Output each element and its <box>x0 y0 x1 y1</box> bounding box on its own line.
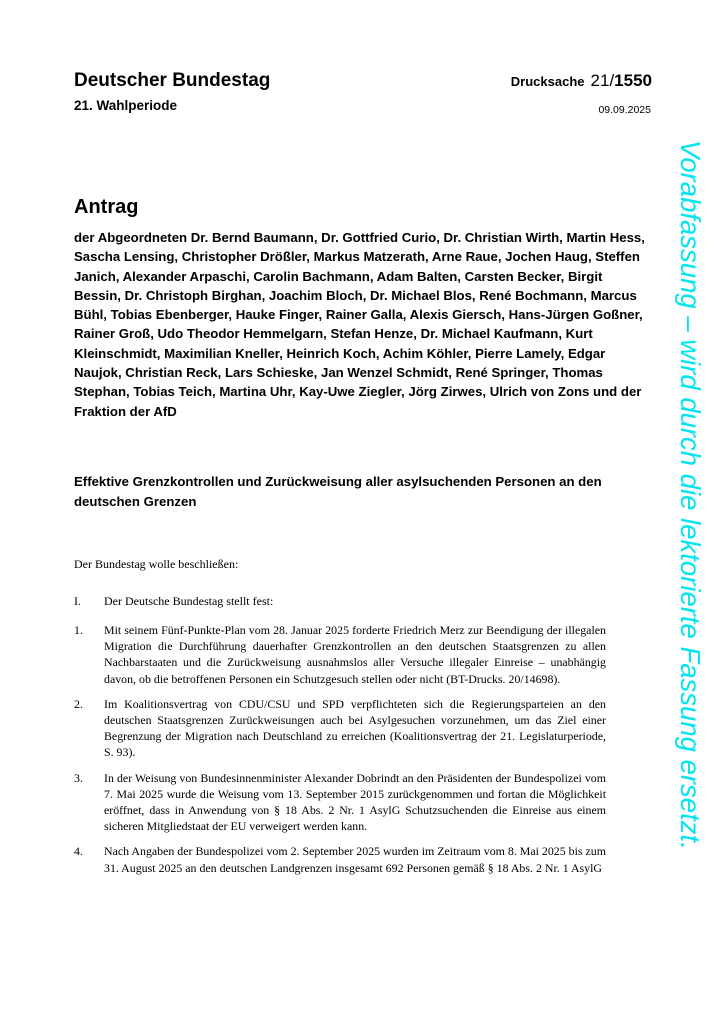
item-text: Mit seinem Fünf-Punkte-Plan vom 28. Januar 2025 forderte Friedrich Merz zur Beendigung der illegalen Migration die Durchführung dauerhafter Grenzkontrollen an den deutschen Staatsgrenzen zu allen Nachbarstaaten und die Zurückweisung ausnahmslos aller Versuche illegaler Einreise – unabhängig davon, ob die betroffenen Personen ein Schutzgesuch stellen oder nicht (BT-Drucks. 20/14698). <box>104 623 606 686</box>
item-number: 1. <box>74 623 83 637</box>
list-item <box>74 622 606 687</box>
document-number <box>511 71 652 91</box>
institution-title: Deutscher Bundestag <box>74 70 271 91</box>
legislative-period: 21. Wahlperiode <box>74 98 178 113</box>
document-number-prefix: 21 <box>590 71 610 90</box>
section-number: I. <box>74 594 81 608</box>
document-number-separator: / <box>609 71 615 90</box>
resolution-intro: Der Bundestag wolle beschließen: <box>74 557 239 571</box>
item-number: 3. <box>74 770 83 785</box>
item-text: Im Koalitionsvertrag von CDU/CSU und SPD verpflichteten sich die Regierungsparteien an den deutschen Staatsgrenzen Zurückweisungen auch bei Asylgesuchen vorzunehmen, um das Ziel einer Begrenzung der Migration nach Deutschland zu erreichen (Koalitionsvertrag der 21. Legislaturperiode, S. 93). <box>104 696 606 760</box>
findings-list <box>74 622 606 885</box>
motion-subject: Effektive Grenzkontrollen und Zurückweisung aller asylsuchenden Personen an den deutschen Grenzen <box>74 474 602 509</box>
authors-list: der Abgeordneten Dr. Bernd Baumann, Dr. Gottfried Curio, Dr. Christian Wirth, Martin Hess, Sascha Lensing, Christopher Drößler, Markus Matzerath, Arne Raue, Jochen Haug, Steffen Janich, Alexander Arpaschi, Carolin Bachmann, Adam Balten, Carsten Becker, Birgit Bessin, Dr. Christoph Birghan, Joachim Bloch, Dr. Michael Blos, René Bochmann, Marcus Bühl, Tobias Ebenberger, Hauke Finger, Rainer Galla, Alexis Giersch, Hans-Jürgen Goßner, Rainer Groß, Udo Theodor Hemmelgarn, Stefan Henze, Dr. Michael Kaufmann, Kurt Kleinschmidt, Maximilian Kneller, Heinrich Koch, Achim Köhler, Pierre Lamely, Edgar Naujok, Christian Reck, Lars Schieske, Jan Wenzel Schmidt, René Springer, Thomas Stephan, Tobias Teich, Martina Uhr, Kay-Uwe Ziegler, Jörg Zirwes, Ulrich von Zons und der Fraktion der AfD <box>74 230 645 419</box>
document-date: 09.09.2025 <box>598 104 651 116</box>
document-number-value: 1550 <box>614 71 652 90</box>
item-number: 4. <box>74 844 83 859</box>
preliminary-version-watermark: Vorabfassung – wird durch die lektorierte Fassung ersetzt. <box>675 140 706 850</box>
list-item <box>74 770 606 835</box>
item-number: 2. <box>74 696 83 711</box>
list-item <box>74 696 606 761</box>
section-heading <box>74 594 273 609</box>
list-item <box>74 843 606 875</box>
document-label: Drucksache <box>510 74 585 89</box>
section-title: Der Deutsche Bundestag stellt fest: <box>104 594 274 608</box>
item-text: In der Weisung von Bundesinnenminister Alexander Dobrindt an den Präsidenten der Bundespolizei vom 7. Mai 2025 wurde die Weisung vom 13. September 2015 zurückgenommen und fortan die Möglichkeit eröffnet, dass in Anwendung von § 18 Abs. 2 Nr. 1 AsylG Schutzsuchenden die Einreise aus einem sicheren Mitgliedstaat der EU verweigert werden kann. <box>104 770 606 834</box>
document-type-heading: Antrag <box>74 196 139 218</box>
item-text: Nach Angaben der Bundespolizei vom 2. September 2025 wurden im Zeitraum vom 8. Mai 2025 bis zum 31. August 2025 an den deutschen Landgrenzen insgesamt 692 Personen gemäß § 18 Abs. 2 Nr. 1 AsylG <box>104 844 606 875</box>
